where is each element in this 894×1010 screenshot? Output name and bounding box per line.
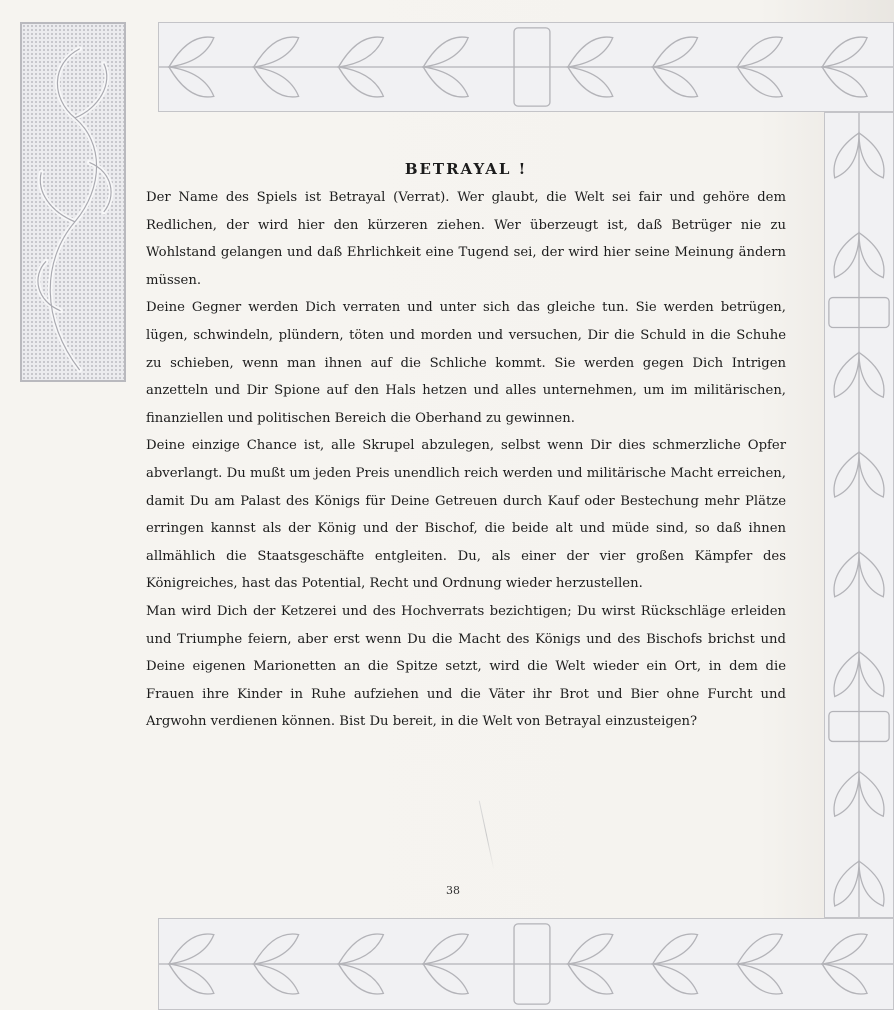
laurel-top-border-icon xyxy=(158,22,894,112)
paragraph-opponents: Deine Gegner werden Dich verraten und unter sich das gleiche tun. Sie werden betrügen, lügen, schwindeln, plündern, töten und morden und versuchen, Dir die Schuld in die Schuhe zu schieben, wenn man ihnen auf die Schliche kommt. Sie werden gegen Dich Intrigen anzetteln und Dir Spione auf den Hals hetzen und alles unternehmen, um im militärischen, finanziellen und politischen Bereich die Oberhand zu gewinnen. xyxy=(146,300,786,426)
article-body xyxy=(146,160,786,736)
page-number: 38 xyxy=(446,884,460,897)
page-title: BETRAYAL ! xyxy=(404,160,528,178)
laurel-right-border-icon xyxy=(824,112,894,918)
floral-corner-ornament-icon xyxy=(20,22,126,382)
paragraph-intro: Der Name des Spiels ist Betrayal (Verrat). Wer glaubt, die Welt sei fair und gehöre dem Redlichen, der wird hier den kürzeren ziehen. Wer überzeugt ist, daß Betrüger nie zu Wohlstand gelangen und daß Ehrlichkeit eine Tugend sei, der wird hier seine Meinung ändern müssen. xyxy=(146,190,786,288)
paragraph-heresy: Man wird Dich der Ketzerei und des Hochverrats bezichtigen; Du wirst Rückschläge erleiden und Triumphe feiern, aber erst wenn Du die Macht des Königs und des Bischofs brichst und Deine eigenen Marionetten an die Spitze setzt, wird die Welt wieder ein Ort, in dem die Frauen ihre Kinder in Ruhe aufziehen und die Väter ihr Brot und Bier ohne Furcht und Argwohn verdienen können. Bist Du bereit, in die Welt von Betrayal einzusteigen? xyxy=(146,603,786,730)
paper-crease xyxy=(479,801,495,870)
laurel-bottom-border-icon xyxy=(158,918,894,1010)
paragraph-chance: Deine einzige Chance ist, alle Skrupel abzulegen, selbst wenn Dir dies schmerzliche Opfer abverlangt. Du mußt um jeden Preis unendlich reich werden und militärische Macht erreichen, damit Du am Palast des Königs für Deine Getreuen durch Kauf oder Bestechung mehr Plätze erringen kannst als der König und der Bischof, die beide alt und müde sind, so daß ihnen allmählich die Staatsgeschäfte entgleiten. Du, als einer der vier großen Kämpfer des Königreiches, hast das Potential, Recht und Ordnung wieder herzustellen. xyxy=(146,438,786,592)
